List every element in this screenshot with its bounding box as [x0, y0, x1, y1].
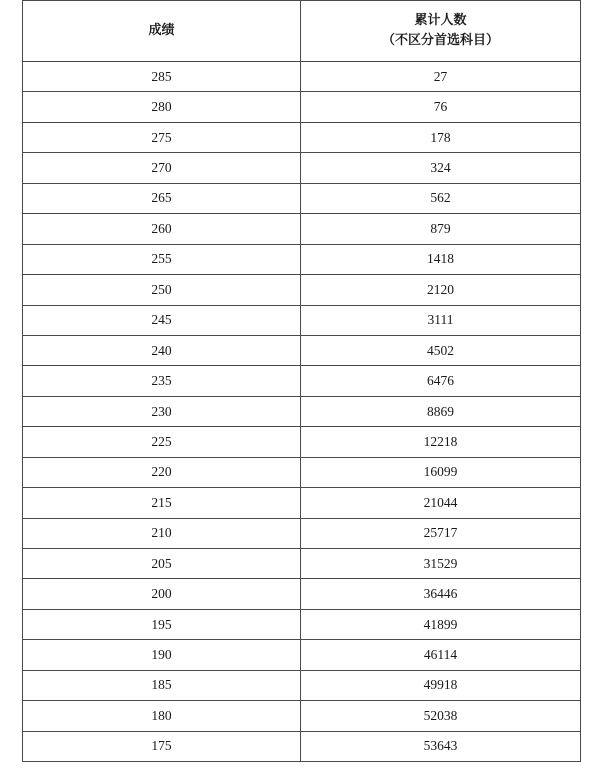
cumulative-count-cell: 1418	[301, 244, 581, 274]
cumulative-count-cell: 31529	[301, 549, 581, 579]
cumulative-count-cell: 3111	[301, 305, 581, 335]
score-cell: 265	[23, 183, 301, 213]
table-row	[23, 731, 581, 761]
table-header-row	[23, 1, 581, 62]
table-row	[23, 244, 581, 274]
cumulative-count-cell: 4502	[301, 335, 581, 365]
table-row	[23, 92, 581, 122]
score-cell: 185	[23, 670, 301, 700]
table-row	[23, 214, 581, 244]
table-row	[23, 122, 581, 152]
score-cell: 225	[23, 427, 301, 457]
table-row	[23, 275, 581, 305]
header-score-label: 成绩	[148, 23, 175, 38]
score-cell: 245	[23, 305, 301, 335]
score-cell: 270	[23, 153, 301, 183]
table-row	[23, 183, 581, 213]
table-row	[23, 457, 581, 487]
cumulative-count-cell: 41899	[301, 609, 581, 639]
cumulative-count-cell: 36446	[301, 579, 581, 609]
cumulative-count-cell: 324	[301, 153, 581, 183]
table-row	[23, 62, 581, 92]
cumulative-count-cell: 12218	[301, 427, 581, 457]
table-row	[23, 335, 581, 365]
cumulative-count-cell: 8869	[301, 396, 581, 426]
table-row	[23, 670, 581, 700]
table-row	[23, 701, 581, 731]
table-row	[23, 366, 581, 396]
score-cell: 250	[23, 275, 301, 305]
cumulative-count-cell: 25717	[301, 518, 581, 548]
table-row	[23, 427, 581, 457]
cumulative-count-cell: 46114	[301, 640, 581, 670]
table-row	[23, 579, 581, 609]
score-cell: 215	[23, 488, 301, 518]
cumulative-count-cell: 49918	[301, 670, 581, 700]
score-cell: 240	[23, 335, 301, 365]
table-row	[23, 609, 581, 639]
table-row	[23, 518, 581, 548]
cumulative-count-cell: 27	[301, 62, 581, 92]
score-cell: 200	[23, 579, 301, 609]
cumulative-count-cell: 16099	[301, 457, 581, 487]
cumulative-count-cell: 879	[301, 214, 581, 244]
score-cell: 175	[23, 731, 301, 761]
score-cell: 195	[23, 609, 301, 639]
cumulative-count-cell: 76	[301, 92, 581, 122]
table-row	[23, 305, 581, 335]
table-row	[23, 396, 581, 426]
header-cumulative-count	[301, 1, 581, 62]
table-row	[23, 549, 581, 579]
score-cell: 260	[23, 214, 301, 244]
score-cell: 230	[23, 396, 301, 426]
header-cumulative-label: 累计人数	[414, 13, 467, 28]
cumulative-count-cell: 21044	[301, 488, 581, 518]
cumulative-count-cell: 6476	[301, 366, 581, 396]
score-cell: 190	[23, 640, 301, 670]
score-cell: 280	[23, 92, 301, 122]
table-body	[23, 62, 581, 762]
cumulative-count-cell: 562	[301, 183, 581, 213]
score-cell: 255	[23, 244, 301, 274]
score-cell: 285	[23, 62, 301, 92]
table-row	[23, 488, 581, 518]
score-cell: 220	[23, 457, 301, 487]
table-row	[23, 640, 581, 670]
cumulative-count-cell: 52038	[301, 701, 581, 731]
cumulative-count-cell: 2120	[301, 275, 581, 305]
score-cell: 210	[23, 518, 301, 548]
score-cell: 275	[23, 122, 301, 152]
cumulative-count-cell: 53643	[301, 731, 581, 761]
cumulative-count-cell: 178	[301, 122, 581, 152]
score-distribution-table	[22, 0, 581, 762]
header-cumulative-note: （不区分首选科目）	[381, 33, 499, 48]
header-score	[23, 1, 301, 62]
score-cell: 205	[23, 549, 301, 579]
score-cell: 180	[23, 701, 301, 731]
table-row	[23, 153, 581, 183]
score-cell: 235	[23, 366, 301, 396]
